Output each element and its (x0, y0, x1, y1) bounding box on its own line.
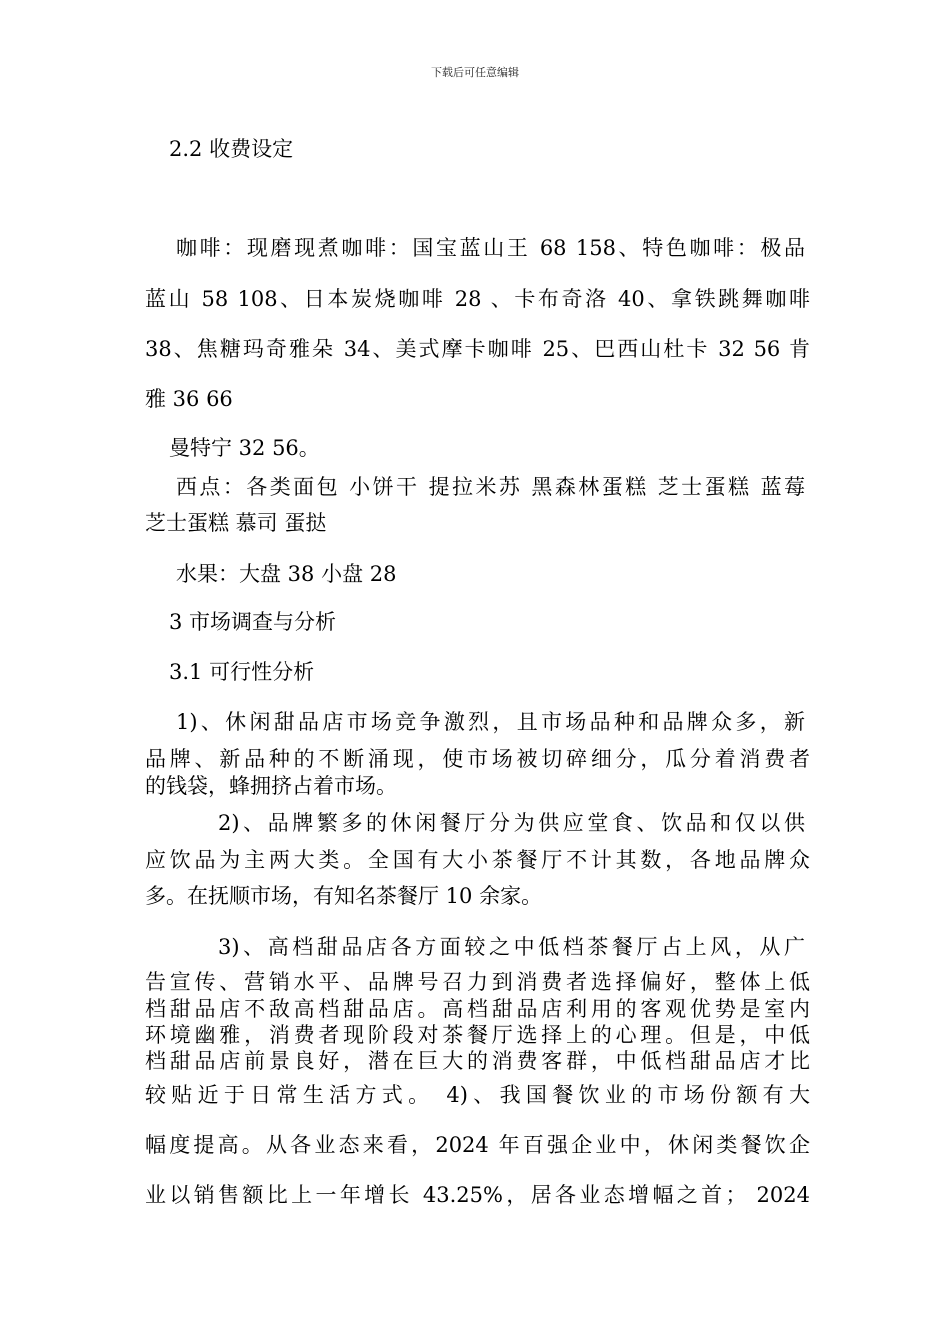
paragraph-line: 幅度提高。从各业态来看，2024 年百强企业中，休闲类餐饮企 (145, 1133, 810, 1157)
paragraph-line: 档甜品店前景良好，潜在巨大的消费客群，中低档甜品店才比 (145, 1049, 810, 1073)
paragraph-line: 水果：大盘 38 小盘 28 (176, 562, 397, 586)
paragraph-line: 1)、休闲甜品店市场竞争激烈，且市场品种和品牌众多，新 (176, 710, 805, 734)
section-heading: 3 市场调查与分析 (169, 610, 337, 634)
paragraph-line: 业以销售额比上一年增长 43.25%，居各业态增幅之首； 2024 (145, 1183, 810, 1207)
paragraph-line: 多。在抚顺市场，有知名茶餐厅 10 余家。 (145, 884, 543, 908)
section-heading: 2.2 收费设定 (169, 137, 294, 161)
paragraph-line: 2)、品牌繁多的休闲餐厅分为供应堂食、饮品和仅以供 (218, 811, 805, 835)
paragraph-line: 3)、高档甜品店各方面较之中低档茶餐厅占上风，从广 (218, 935, 805, 959)
page-header: 下载后可任意编辑 (431, 66, 519, 79)
paragraph-line: 蓝山 58 108、日本炭烧咖啡 28 、卡布奇洛 40、拿铁跳舞咖啡 (145, 287, 810, 311)
paragraph-line: 的钱袋，蜂拥挤占着市场。 (145, 774, 397, 798)
paragraph-line: 38、焦糖玛奇雅朵 34、美式摩卡咖啡 25、巴西山杜卡 32 56 肯 (145, 337, 810, 361)
paragraph-line: 雅 36 66 (145, 387, 233, 411)
paragraph-line: 环境幽雅，消费者现阶段对茶餐厅选择上的心理。但是，中低 (145, 1023, 810, 1047)
paragraph-line: 较贴近于日常生活方式。 4)、我国餐饮业的市场份额有大 (145, 1083, 810, 1107)
paragraph-line: 告宣传、营销水平、品牌号召力到消费者选择偏好，整体上低 (145, 970, 810, 994)
paragraph-line: 曼特宁 32 56。 (169, 436, 320, 460)
subsection-heading: 3.1 可行性分析 (169, 660, 315, 684)
paragraph-line: 品牌、新品种的不断涌现，使市场被切碎细分，瓜分着消费者 (145, 747, 810, 771)
paragraph-line: 档甜品店不敌高档甜品店。高档甜品店利用的客观优势是室内 (145, 997, 810, 1021)
paragraph-line: 咖啡：现磨现煮咖啡：国宝蓝山王 68 158、特色咖啡：极品 (176, 236, 805, 260)
paragraph-line: 应饮品为主两大类。全国有大小茶餐厅不计其数，各地品牌众 (145, 848, 810, 872)
paragraph-line: 芝士蛋糕 慕司 蛋挞 (145, 511, 327, 535)
paragraph-line: 西点：各类面包 小饼干 提拉米苏 黑森林蛋糕 芝士蛋糕 蓝莓 (176, 475, 805, 499)
